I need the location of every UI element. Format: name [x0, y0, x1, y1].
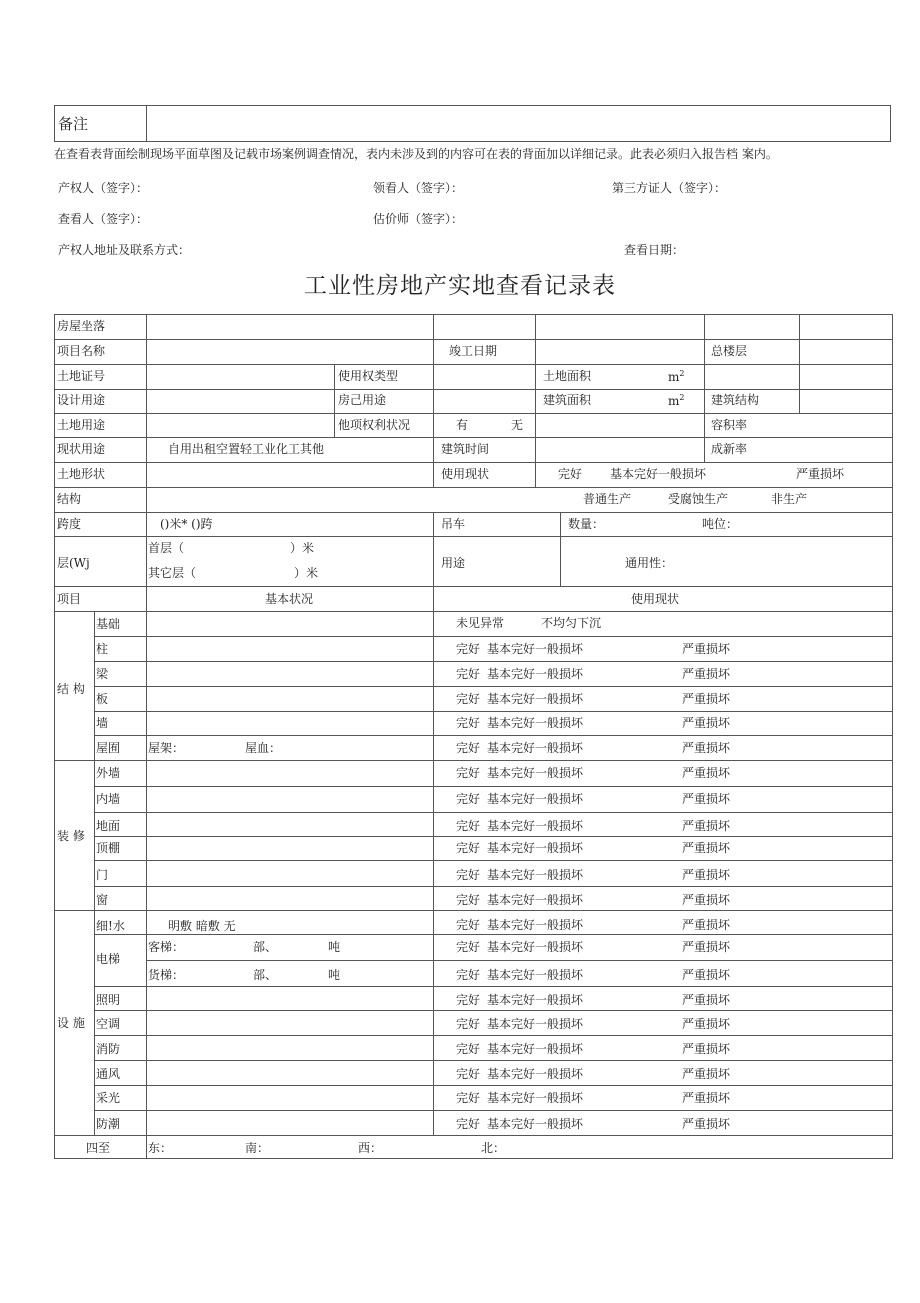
build-time-label: 建筑时间	[441, 442, 490, 456]
header-basic: 基本状况	[265, 592, 314, 606]
land-area-unit: $m^2$	[668, 369, 685, 384]
cond-severe: 严重损坏	[682, 968, 731, 982]
header-usage: 使用现状	[631, 592, 680, 606]
rights-yes: 有	[456, 418, 469, 432]
cond-good: 完好	[456, 993, 481, 1007]
roof-frame: 屋架：	[148, 741, 185, 755]
cond-severe: 严重损坏	[682, 1117, 731, 1131]
header-item: 项目	[57, 592, 82, 606]
cond-good: 完好	[456, 792, 481, 806]
group-structure: 结 构	[57, 682, 85, 696]
use-status-severe: 严重损坏	[796, 467, 845, 481]
first-floor-label: 首层（	[148, 541, 185, 555]
cond-severe: 严重损坏	[682, 841, 731, 855]
cond-good: 完好	[456, 819, 481, 833]
cond-severe: 严重损坏	[682, 642, 731, 656]
passenger-elevator: 客梯：	[148, 940, 185, 954]
freight-unit-set: 部、	[253, 968, 278, 982]
roof-surface: 屋血：	[245, 741, 282, 755]
row-moisture: 防潮	[96, 1117, 121, 1131]
cond-severe: 严重损坏	[682, 918, 731, 932]
cond-mid: 基本完好一般损坏	[487, 1067, 584, 1081]
row-ventilation: 通风	[96, 1067, 121, 1081]
row-window: 窗	[96, 893, 109, 907]
completion-date-label: 竣工日期	[449, 344, 498, 358]
cond-severe: 严重损坏	[682, 667, 731, 681]
rights-no: 无	[511, 418, 524, 432]
cond-good: 完好	[456, 692, 481, 706]
row-fire: 消防	[96, 1042, 121, 1056]
cond-mid: 基本完好一般损坏	[487, 918, 584, 932]
row-exterior-wall: 外墙	[96, 766, 121, 780]
freight-unit-ton: 吨	[328, 968, 341, 982]
row-interior-wall: 内墙	[96, 792, 121, 806]
cond-severe: 严重损坏	[682, 993, 731, 1007]
plot-ratio-label: 容积率	[711, 418, 748, 432]
foundation-bad: 不均匀下沉	[541, 616, 602, 630]
crane-quantity: 数量：	[568, 517, 605, 531]
freight-elevator: 货梯：	[148, 968, 185, 982]
use-status-good: 完好	[558, 467, 583, 481]
cond-mid: 基本完好一般损坏	[487, 792, 584, 806]
generality-label: 通用性：	[625, 556, 674, 570]
row-door: 门	[96, 868, 109, 882]
cond-severe: 严重损坏	[682, 792, 731, 806]
building-structure-label: 建筑结构	[711, 393, 760, 407]
design-use-label: 设计用途	[57, 393, 106, 407]
other-floors-unit: ）米	[294, 566, 319, 580]
span-label: 跨度	[57, 517, 82, 531]
remarks-note: 在查看表背面绘制现场平面草图及记载市场案例调查情况，表内未涉及到的内容可在表的背面加以详细记录。此表必须归入报告档 案内。	[54, 147, 778, 161]
cond-severe: 严重损坏	[682, 716, 731, 730]
cond-good: 完好	[456, 918, 481, 932]
first-floor-unit: ）米	[290, 541, 315, 555]
row-beam: 梁	[96, 667, 109, 681]
cond-good: 完好	[456, 1091, 481, 1105]
use-status-label: 使用现状	[441, 467, 490, 481]
inspector-signature: 查看人（签字）：	[58, 212, 149, 226]
row-lighting: 照明	[96, 993, 121, 1007]
production-normal: 普通生产	[583, 492, 632, 506]
row-roof: 屋囿	[96, 741, 121, 755]
cond-good: 完好	[456, 741, 481, 755]
building-area-label: 建筑面积	[543, 393, 592, 407]
location-label: 房屋坐落	[57, 319, 106, 333]
cond-severe: 严重损坏	[682, 1067, 731, 1081]
cond-good: 完好	[456, 868, 481, 882]
page-title: 工业性房地产实地查看记录表	[304, 273, 616, 299]
boundary-north: 北：	[481, 1141, 506, 1155]
cond-good: 完好	[456, 716, 481, 730]
row-foundation: 基础	[96, 617, 121, 631]
foundation-ok: 未见异常	[456, 616, 505, 630]
crane-tonnage: 吨位：	[702, 517, 739, 531]
row-wall: 墙	[96, 716, 109, 730]
guide-signature: 领看人（签字）：	[373, 181, 464, 195]
cond-mid: 基本完好一般损坏	[487, 716, 584, 730]
cond-mid: 基本完好一般损坏	[487, 1091, 584, 1105]
land-shape-label: 土地形状	[57, 467, 106, 481]
cond-mid: 基本完好一般损坏	[487, 968, 584, 982]
cond-severe: 严重损坏	[682, 940, 731, 954]
cond-good: 完好	[456, 642, 481, 656]
cond-severe: 严重损坏	[682, 893, 731, 907]
row-ac: 空调	[96, 1017, 121, 1031]
cond-mid: 基本完好一般损坏	[487, 940, 584, 954]
building-area-unit: $m^2$	[668, 393, 685, 408]
cond-severe: 严重损坏	[682, 766, 731, 780]
production-corrosive: 受腐蚀生产	[668, 492, 729, 506]
cond-good: 完好	[456, 1042, 481, 1056]
cond-good: 完好	[456, 1017, 481, 1031]
boundary-west: 西：	[358, 1141, 383, 1155]
cond-good: 完好	[456, 1067, 481, 1081]
remarks-box	[54, 105, 891, 142]
other-floors-label: 其它层（	[148, 566, 197, 580]
newness-label: 成新率	[711, 442, 748, 456]
cond-mid: 基本完好一般损坏	[487, 642, 584, 656]
boundary-east: 东：	[148, 1141, 173, 1155]
owner-signature: 产权人（签字）：	[58, 181, 149, 195]
total-floors-label: 总楼层	[711, 344, 748, 358]
witness-signature: 第三方证人（签字）：	[612, 181, 727, 195]
cond-mid: 基本完好一般损坏	[487, 1042, 584, 1056]
boundaries-label: 四至	[86, 1141, 111, 1155]
cond-mid: 基本完好一般损坏	[487, 766, 584, 780]
cond-good: 完好	[456, 667, 481, 681]
cond-good: 完好	[456, 893, 481, 907]
cond-good: 完好	[456, 968, 481, 982]
crane-label: 吊车	[441, 517, 466, 531]
inspect-date: 查看日期：	[624, 243, 685, 257]
row-daylight: 采光	[96, 1091, 121, 1105]
cond-mid: 基本完好一般损坏	[487, 868, 584, 882]
cond-mid: 基本完好一般损坏	[487, 841, 584, 855]
cond-good: 完好	[456, 841, 481, 855]
row-ceiling: 顶棚	[96, 841, 121, 855]
own-use-label: 房己用途	[338, 393, 387, 407]
cond-mid: 基本完好一般损坏	[487, 819, 584, 833]
other-rights-label: 他项权利状况	[338, 418, 411, 432]
group-decoration: 装 修	[57, 829, 85, 843]
remarks-divider	[146, 105, 147, 142]
row-elevator: 电梯	[96, 952, 121, 966]
remarks-label: 备注	[58, 115, 89, 133]
cond-severe: 严重损坏	[682, 741, 731, 755]
cond-good: 完好	[456, 1117, 481, 1131]
use-status-mid: 基本完好一般损坏	[610, 467, 707, 481]
cond-mid: 基本完好一般损坏	[487, 893, 584, 907]
passenger-unit-set: 部、	[253, 940, 278, 954]
current-use-options: 自用出租空置轻工业化工其他	[168, 442, 325, 456]
row-water: 细!水	[96, 919, 125, 933]
floor-height-label: 层(Wj	[57, 556, 90, 570]
row-floor: 地面	[96, 819, 121, 833]
purpose-label: 用途	[441, 556, 466, 570]
cond-mid: 基本完好一般损坏	[487, 741, 584, 755]
cond-mid: 基本完好一般损坏	[487, 993, 584, 1007]
cond-mid: 基本完好一般损坏	[487, 1117, 584, 1131]
row-slab: 板	[96, 692, 109, 706]
current-use-label: 现状用途	[57, 442, 106, 456]
cond-good: 完好	[456, 766, 481, 780]
span-value: ()米* ()跨	[160, 517, 213, 531]
owner-contact: 产权人地址及联系方式：	[58, 243, 191, 257]
cond-severe: 严重损坏	[682, 1042, 731, 1056]
cond-good: 完好	[456, 940, 481, 954]
passenger-unit-ton: 吨	[328, 940, 341, 954]
group-facilities: 设 施	[57, 1016, 85, 1030]
cond-severe: 严重损坏	[682, 868, 731, 882]
cond-mid: 基本完好一般损坏	[487, 1017, 584, 1031]
appraiser-signature: 估价师（签字）：	[373, 212, 464, 226]
cond-mid: 基本完好一般损坏	[487, 692, 584, 706]
structure-label: 结构	[57, 492, 82, 506]
cond-severe: 严重损坏	[682, 1017, 731, 1031]
land-cert-label: 土地证号	[57, 369, 106, 383]
land-area-label: 土地面积	[543, 369, 592, 383]
cond-severe: 严重损坏	[682, 692, 731, 706]
use-right-type-label: 使用权类型	[338, 369, 399, 383]
cond-mid: 基本完好一般损坏	[487, 667, 584, 681]
water-options: 明敷 暗敷 无	[168, 919, 236, 933]
row-column: 柱	[96, 642, 109, 656]
land-use-label: 土地用途	[57, 418, 106, 432]
cond-severe: 严重损坏	[682, 1091, 731, 1105]
cond-severe: 严重损坏	[682, 819, 731, 833]
project-name-label: 项目名称	[57, 344, 106, 358]
boundary-south: 南：	[245, 1141, 270, 1155]
production-non: 非生产	[771, 492, 808, 506]
